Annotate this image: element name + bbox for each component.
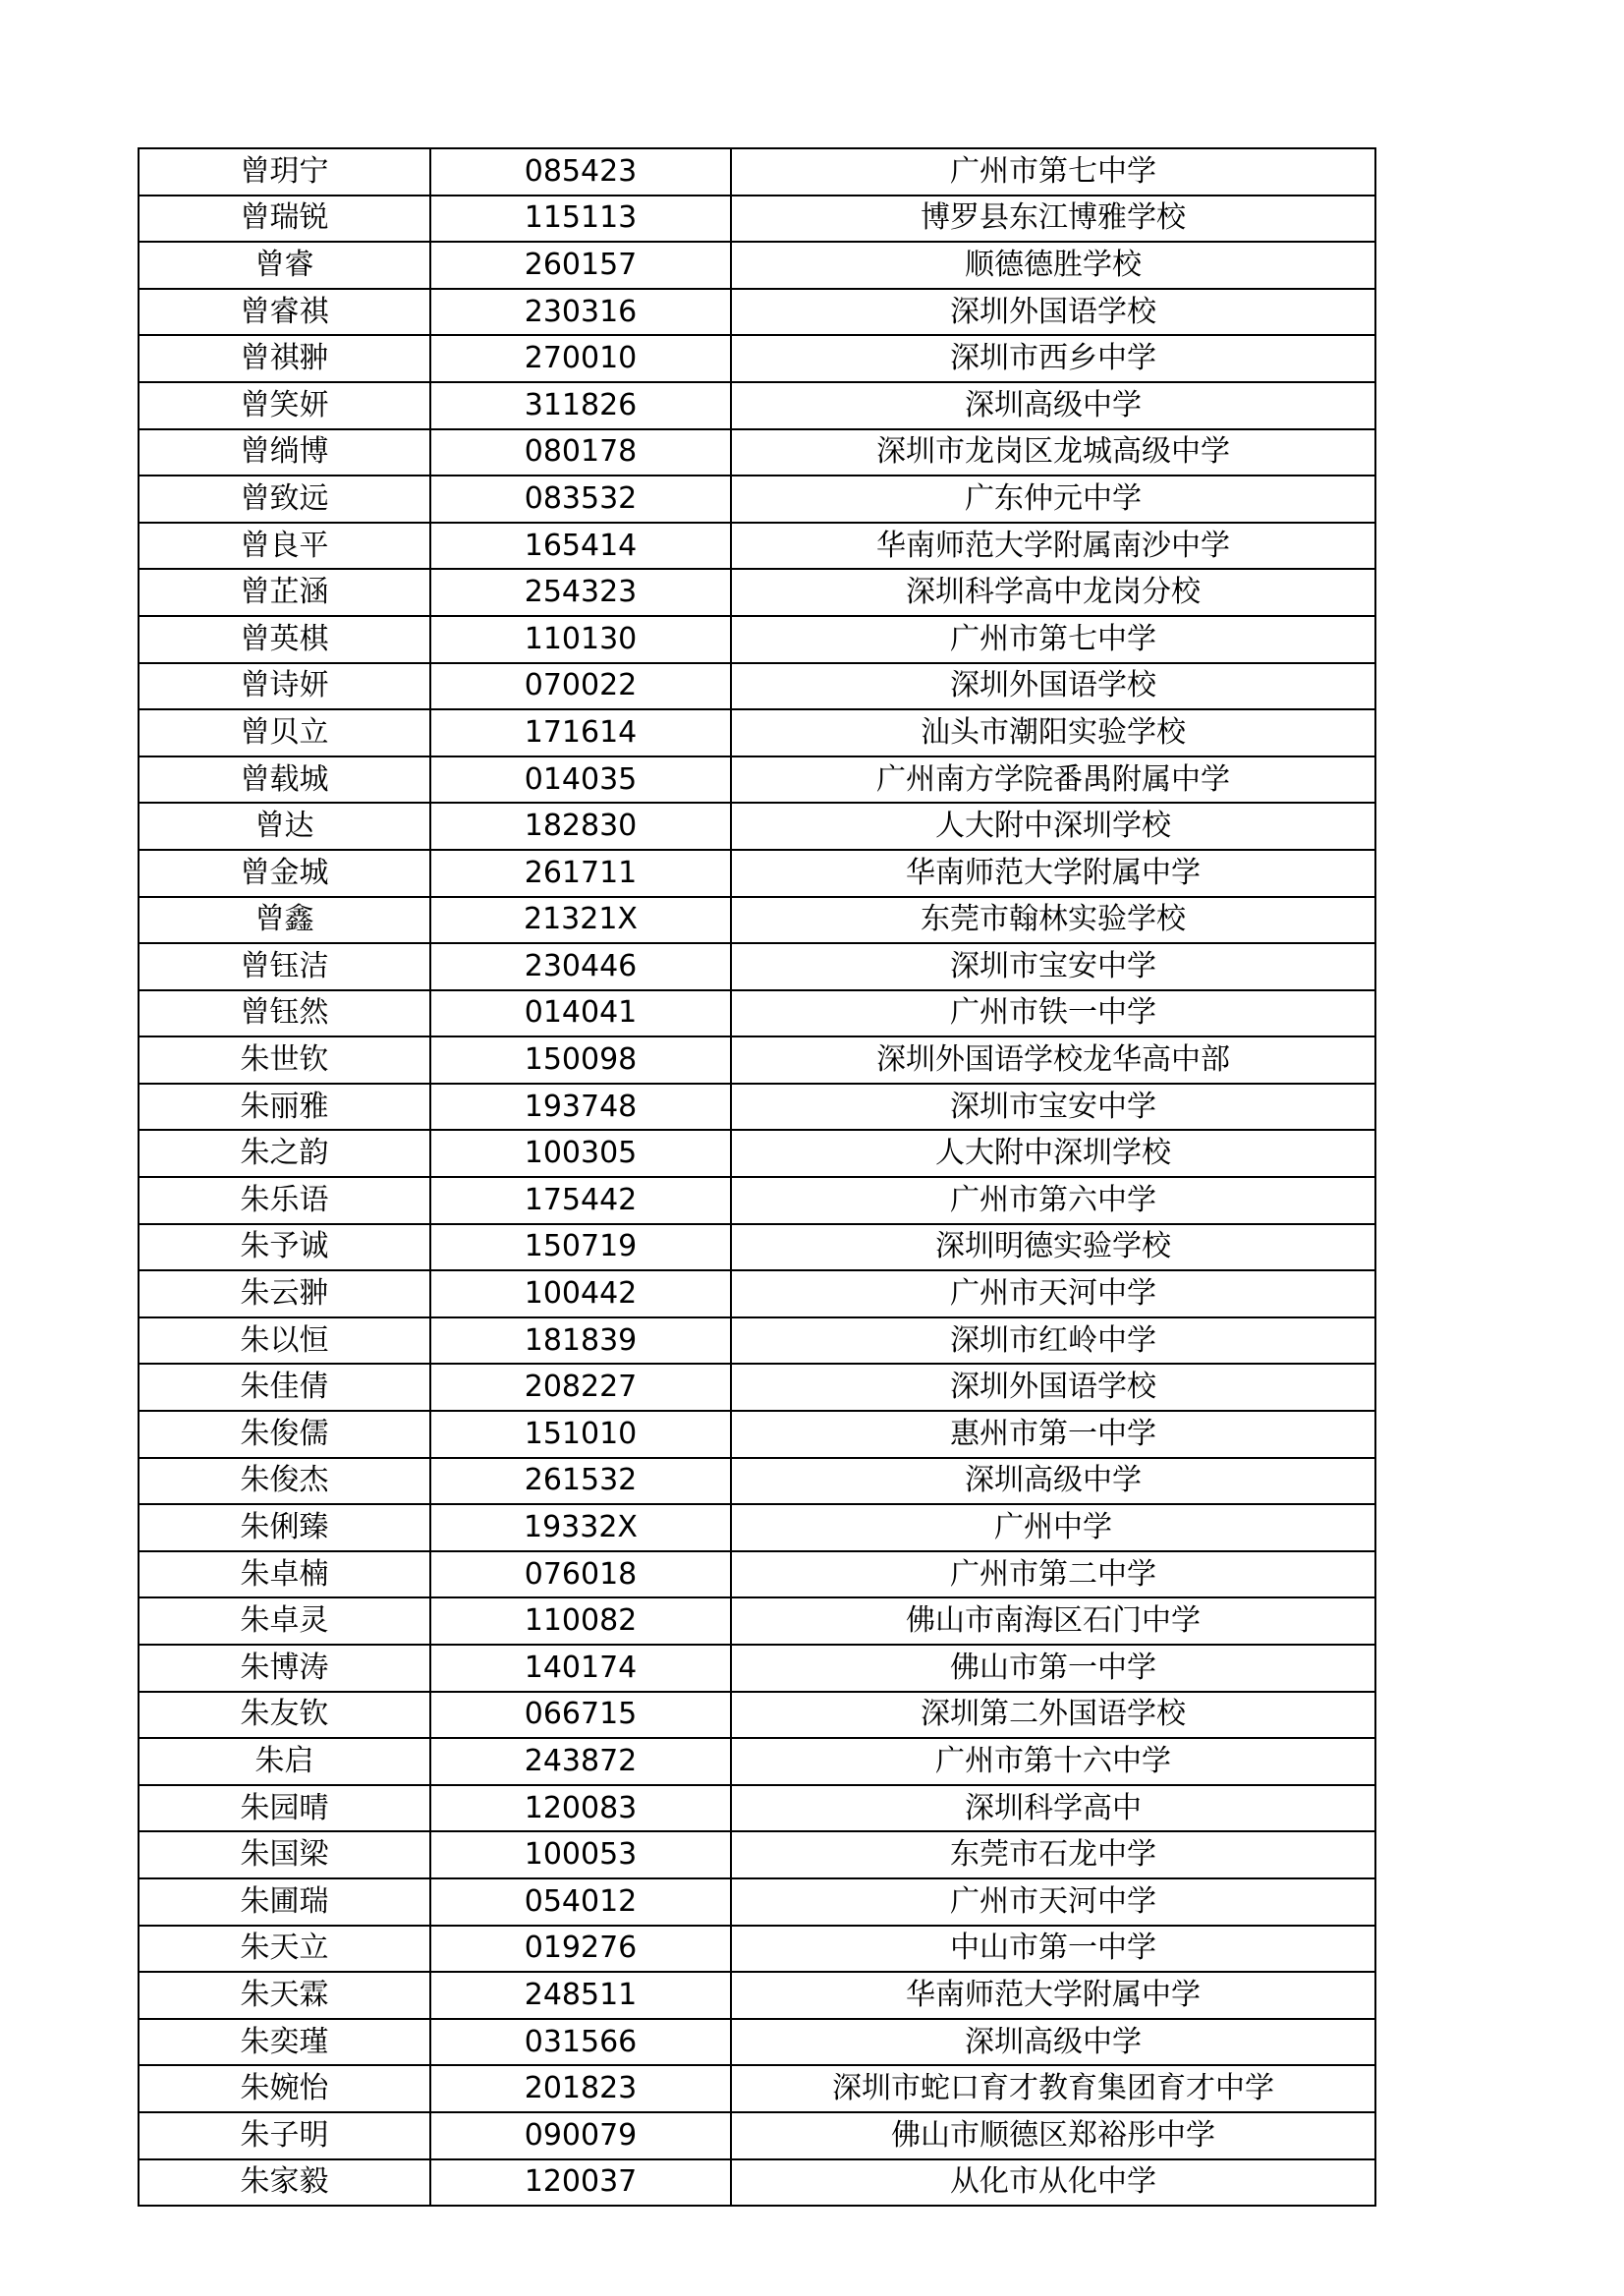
student-id-cell: 014041	[430, 990, 731, 1037]
student-name-cell: 朱佳倩	[139, 1364, 430, 1411]
student-name-cell: 曾钰洁	[139, 943, 430, 990]
school-name-cell: 深圳科学高中龙岗分校	[731, 569, 1375, 616]
table-row	[139, 2159, 1375, 2207]
student-id-cell: 261711	[430, 850, 731, 897]
student-id-cell: 110130	[430, 616, 731, 663]
student-name-cell: 朱俊杰	[139, 1458, 430, 1505]
school-name-cell: 深圳市宝安中学	[731, 1084, 1375, 1131]
table-row	[139, 1926, 1375, 1973]
table-row	[139, 1738, 1375, 1785]
school-name-cell: 深圳外国语学校	[731, 289, 1375, 336]
student-name-cell: 曾钰然	[139, 990, 430, 1037]
student-name-cell: 朱友钦	[139, 1692, 430, 1739]
student-name-cell: 朱予诚	[139, 1224, 430, 1271]
table-row	[139, 476, 1375, 523]
student-id-cell: 193748	[430, 1084, 731, 1131]
table-row	[139, 2112, 1375, 2159]
student-id-cell: 181839	[430, 1317, 731, 1365]
student-name-cell: 朱云翀	[139, 1270, 430, 1317]
table-row	[139, 616, 1375, 663]
school-name-cell: 深圳高级中学	[731, 382, 1375, 429]
table-row	[139, 1036, 1375, 1084]
student-id-cell: 175442	[430, 1177, 731, 1224]
student-id-cell: 165414	[430, 523, 731, 570]
student-name-cell: 曾笑妍	[139, 382, 430, 429]
table-row	[139, 1972, 1375, 2019]
student-name-cell: 朱园晴	[139, 1785, 430, 1832]
student-name-cell: 朱丽雅	[139, 1084, 430, 1131]
school-name-cell: 深圳外国语学校龙华高中部	[731, 1036, 1375, 1084]
school-name-cell: 深圳市蛇口育才教育集团育才中学	[731, 2065, 1375, 2112]
roster-body	[139, 148, 1375, 2206]
student-id-cell: 150719	[430, 1224, 731, 1271]
student-id-cell: 031566	[430, 2019, 731, 2066]
student-name-cell: 朱家毅	[139, 2159, 430, 2207]
table-row	[139, 2065, 1375, 2112]
school-name-cell: 中山市第一中学	[731, 1926, 1375, 1973]
table-row	[139, 1270, 1375, 1317]
student-name-cell: 朱以恒	[139, 1317, 430, 1365]
table-row	[139, 1084, 1375, 1131]
school-name-cell: 深圳市西乡中学	[731, 335, 1375, 382]
student-name-cell: 朱启	[139, 1738, 430, 1785]
student-name-cell: 朱奕瑾	[139, 2019, 430, 2066]
table-row	[139, 1177, 1375, 1224]
student-name-cell: 朱天立	[139, 1926, 430, 1973]
table-row	[139, 990, 1375, 1037]
student-name-cell: 朱天霖	[139, 1972, 430, 2019]
student-name-cell: 曾祺翀	[139, 335, 430, 382]
school-name-cell: 深圳第二外国语学校	[731, 1692, 1375, 1739]
student-id-cell: 201823	[430, 2065, 731, 2112]
school-name-cell: 华南师范大学附属中学	[731, 1972, 1375, 2019]
table-row	[139, 663, 1375, 710]
student-name-cell: 曾鑫	[139, 897, 430, 944]
student-name-cell: 曾芷涵	[139, 569, 430, 616]
student-id-cell: 171614	[430, 709, 731, 756]
student-id-cell: 090079	[430, 2112, 731, 2159]
student-name-cell: 朱卓灵	[139, 1597, 430, 1645]
student-id-cell: 085423	[430, 148, 731, 196]
student-id-cell: 054012	[430, 1878, 731, 1926]
school-name-cell: 广州市第二中学	[731, 1551, 1375, 1598]
table-row	[139, 429, 1375, 476]
school-name-cell: 佛山市顺德区郑裕彤中学	[731, 2112, 1375, 2159]
school-name-cell: 广州市天河中学	[731, 1878, 1375, 1926]
student-id-cell: 254323	[430, 569, 731, 616]
student-name-cell: 朱子明	[139, 2112, 430, 2159]
table-row	[139, 850, 1375, 897]
school-name-cell: 深圳科学高中	[731, 1785, 1375, 1832]
student-id-cell: 150098	[430, 1036, 731, 1084]
school-name-cell: 深圳市宝安中学	[731, 943, 1375, 990]
table-row	[139, 756, 1375, 804]
school-name-cell: 广东仲元中学	[731, 476, 1375, 523]
school-name-cell: 顺德德胜学校	[731, 242, 1375, 289]
student-id-cell: 120037	[430, 2159, 731, 2207]
student-id-cell: 261532	[430, 1458, 731, 1505]
table-row	[139, 1504, 1375, 1551]
school-name-cell: 广州中学	[731, 1504, 1375, 1551]
student-id-cell: 070022	[430, 663, 731, 710]
student-name-cell: 朱博涛	[139, 1645, 430, 1692]
school-name-cell: 从化市从化中学	[731, 2159, 1375, 2207]
student-id-cell: 230316	[430, 289, 731, 336]
student-name-cell: 曾诗妍	[139, 663, 430, 710]
school-name-cell: 广州市铁一中学	[731, 990, 1375, 1037]
student-name-cell: 朱婉怡	[139, 2065, 430, 2112]
table-row	[139, 1645, 1375, 1692]
table-row	[139, 523, 1375, 570]
student-id-cell: 083532	[430, 476, 731, 523]
student-id-cell: 100442	[430, 1270, 731, 1317]
roster-table	[138, 147, 1376, 2207]
table-row	[139, 1458, 1375, 1505]
student-id-cell: 066715	[430, 1692, 731, 1739]
student-name-cell: 曾睿	[139, 242, 430, 289]
table-row	[139, 1692, 1375, 1739]
table-row	[139, 897, 1375, 944]
table-row	[139, 2019, 1375, 2066]
school-name-cell: 博罗县东江博雅学校	[731, 196, 1375, 243]
table-row	[139, 1831, 1375, 1878]
school-name-cell: 惠州市第一中学	[731, 1411, 1375, 1458]
table-row	[139, 709, 1375, 756]
student-id-cell: 110082	[430, 1597, 731, 1645]
student-name-cell: 朱世钦	[139, 1036, 430, 1084]
student-name-cell: 曾瑞锐	[139, 196, 430, 243]
school-name-cell: 深圳高级中学	[731, 1458, 1375, 1505]
table-row	[139, 1130, 1375, 1177]
school-name-cell: 广州市第六中学	[731, 1177, 1375, 1224]
school-name-cell: 汕头市潮阳实验学校	[731, 709, 1375, 756]
table-row	[139, 289, 1375, 336]
school-name-cell: 佛山市南海区石门中学	[731, 1597, 1375, 1645]
student-id-cell: 248511	[430, 1972, 731, 2019]
student-id-cell: 080178	[430, 429, 731, 476]
student-name-cell: 曾金城	[139, 850, 430, 897]
student-id-cell: 19332X	[430, 1504, 731, 1551]
table-row	[139, 335, 1375, 382]
school-name-cell: 广州市天河中学	[731, 1270, 1375, 1317]
school-name-cell: 广州市第七中学	[731, 616, 1375, 663]
table-row	[139, 196, 1375, 243]
student-name-cell: 曾达	[139, 803, 430, 850]
school-name-cell: 人大附中深圳学校	[731, 803, 1375, 850]
student-name-cell: 朱卓楠	[139, 1551, 430, 1598]
student-id-cell: 230446	[430, 943, 731, 990]
school-name-cell: 深圳外国语学校	[731, 663, 1375, 710]
student-name-cell: 朱俐臻	[139, 1504, 430, 1551]
table-row	[139, 1224, 1375, 1271]
school-name-cell: 华南师范大学附属南沙中学	[731, 523, 1375, 570]
table-row	[139, 803, 1375, 850]
student-id-cell: 100305	[430, 1130, 731, 1177]
student-name-cell: 曾玥宁	[139, 148, 430, 196]
table-row	[139, 1878, 1375, 1926]
school-name-cell: 人大附中深圳学校	[731, 1130, 1375, 1177]
student-id-cell: 100053	[430, 1831, 731, 1878]
student-name-cell: 曾致远	[139, 476, 430, 523]
student-id-cell: 151010	[430, 1411, 731, 1458]
table-row	[139, 242, 1375, 289]
student-id-cell: 115113	[430, 196, 731, 243]
student-name-cell: 曾睿祺	[139, 289, 430, 336]
student-name-cell: 曾载城	[139, 756, 430, 804]
table-row	[139, 1411, 1375, 1458]
school-name-cell: 深圳市龙岗区龙城高级中学	[731, 429, 1375, 476]
table-row	[139, 148, 1375, 196]
student-id-cell: 120083	[430, 1785, 731, 1832]
school-name-cell: 东莞市石龙中学	[731, 1831, 1375, 1878]
school-name-cell: 佛山市第一中学	[731, 1645, 1375, 1692]
student-name-cell: 曾贝立	[139, 709, 430, 756]
student-id-cell: 21321X	[430, 897, 731, 944]
student-id-cell: 014035	[430, 756, 731, 804]
student-name-cell: 朱乐语	[139, 1177, 430, 1224]
student-id-cell: 311826	[430, 382, 731, 429]
school-name-cell: 深圳明德实验学校	[731, 1224, 1375, 1271]
student-id-cell: 182830	[430, 803, 731, 850]
table-row	[139, 1551, 1375, 1598]
student-id-cell: 270010	[430, 335, 731, 382]
table-row	[139, 382, 1375, 429]
student-name-cell: 朱圃瑞	[139, 1878, 430, 1926]
table-row	[139, 1597, 1375, 1645]
table-row	[139, 1785, 1375, 1832]
school-name-cell: 东莞市翰林实验学校	[731, 897, 1375, 944]
school-name-cell: 广州市第七中学	[731, 148, 1375, 196]
table-row	[139, 943, 1375, 990]
student-name-cell: 曾英棋	[139, 616, 430, 663]
student-name-cell: 朱之韵	[139, 1130, 430, 1177]
school-name-cell: 深圳市红岭中学	[731, 1317, 1375, 1365]
student-name-cell: 朱国梁	[139, 1831, 430, 1878]
student-id-cell: 243872	[430, 1738, 731, 1785]
school-name-cell: 深圳高级中学	[731, 2019, 1375, 2066]
table-row	[139, 1317, 1375, 1365]
student-name-cell: 朱俊儒	[139, 1411, 430, 1458]
table-row	[139, 569, 1375, 616]
student-name-cell: 曾绱博	[139, 429, 430, 476]
student-id-cell: 140174	[430, 1645, 731, 1692]
school-name-cell: 深圳外国语学校	[731, 1364, 1375, 1411]
school-name-cell: 华南师范大学附属中学	[731, 850, 1375, 897]
student-id-cell: 208227	[430, 1364, 731, 1411]
school-name-cell: 广州南方学院番禺附属中学	[731, 756, 1375, 804]
student-id-cell: 260157	[430, 242, 731, 289]
student-id-cell: 019276	[430, 1926, 731, 1973]
school-name-cell: 广州市第十六中学	[731, 1738, 1375, 1785]
table-row	[139, 1364, 1375, 1411]
student-name-cell: 曾良平	[139, 523, 430, 570]
student-id-cell: 076018	[430, 1551, 731, 1598]
